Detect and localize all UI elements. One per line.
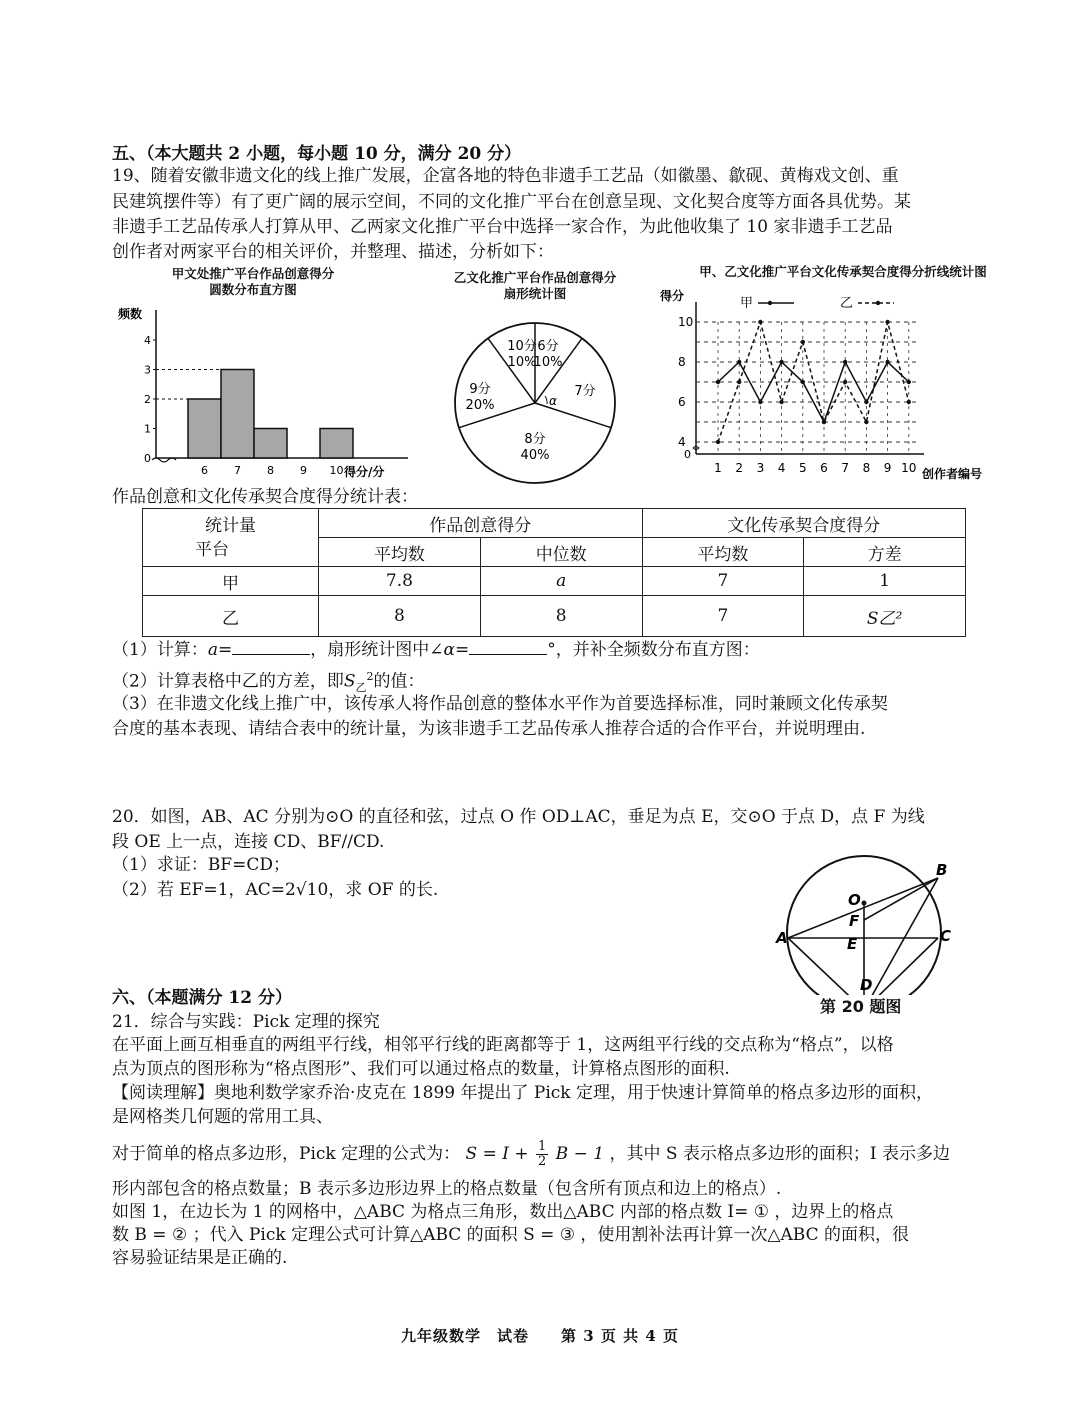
section6-heading: 六、（本题满分 12 分） [112, 988, 292, 1008]
section-heading: 五、（本大题共 2 小题，每小题 10 分，满分 20 分） [112, 144, 522, 164]
table-cell: 8 [480, 596, 642, 637]
legend-label: 甲 [740, 296, 754, 311]
table-cell: 8 [319, 596, 481, 637]
segment-AB [788, 878, 938, 938]
label-A: A [776, 929, 788, 947]
table-col-header: 平均数 [642, 538, 804, 567]
pie-slice-label: 10分 [507, 339, 537, 354]
line-ylabel: 得分 [660, 289, 685, 303]
pie-slice-label: 9分 [469, 382, 491, 397]
table-cell: 7.8 [319, 567, 481, 596]
histogram-ylabel: 频数 [118, 307, 143, 321]
histogram-xlabel: 得分/分 [344, 465, 385, 479]
q21-line-8: 容易验证结果是正确的. [112, 1248, 288, 1268]
q19-line-2: 民建筑摆件等）有了更广阔的展示空间，不同的文化推广平台在创意呈现、文化契合度等方面各具优势。某 [112, 192, 911, 212]
q20-line-2: 段 OE 上一点，连接 CD、BF//CD. [112, 832, 385, 852]
q19-line-4: 创作者对两家平台的相关评价，并整理、描述，分析如下： [112, 242, 554, 262]
line-point [737, 360, 741, 364]
q21-line-5: 形内部包含的格点数量；B 表示多边形边界上的格点数量（包含所有顶点和边上的格点）. [112, 1179, 782, 1199]
line-series-1 [718, 362, 909, 422]
pie-slice-percent: 10% [507, 355, 537, 370]
q21-formula-line: 对于简单的格点多边形，Pick 定理的公式为： S = I + $\frac{1}{2}$ B − 1 ，其中 S 表示格点多边形的面积；I 表示多边 [112, 1139, 951, 1169]
line-xtick: 4 [777, 461, 786, 475]
line-point [822, 420, 826, 424]
line-point [758, 320, 762, 324]
histogram-bar [320, 429, 353, 459]
line-xtick: 2 [735, 461, 744, 475]
q20-figure [770, 850, 970, 995]
q20-line-1: 20．如图，AB、AC 分别为⊙O 的直径和弦，过点 O 作 OD⊥AC，垂足为点 E，交⊙O 于点 D，点 F 为线 [112, 807, 925, 827]
line-xtick: 3 [756, 461, 765, 475]
line-xtick: 5 [798, 461, 807, 475]
table-title: 作品创意和文化传承契合度得分统计表： [112, 487, 418, 507]
histogram-ytick: 0 [144, 452, 151, 465]
pie-slice-percent: 10% [533, 355, 563, 370]
table-col-header: 方差 [804, 538, 966, 567]
table-col-header: 中位数 [480, 538, 642, 567]
q19-sub3-line-2: 合度的基本表现、请结合表中的统计量，为该非遗手工艺品传承人推荐合适的合作平台，并说明理由. [112, 719, 866, 739]
q19-line-3: 非遗手工艺品传承人打算从甲、乙两家文化推广平台中选择一家合作，为此他收集了 10 家非遗手工艺品 [112, 217, 893, 237]
histogram-bar [254, 429, 287, 459]
line-point [801, 340, 805, 344]
line-point [716, 380, 720, 384]
answer-blank-alpha[interactable] [469, 636, 547, 655]
table-cell: S乙² [804, 596, 966, 637]
line-point [907, 380, 911, 384]
histogram-ytick: 4 [144, 334, 151, 347]
histogram-bar [221, 370, 254, 459]
pie-slice-label: 8分 [524, 432, 546, 447]
table-cell: 1 [804, 567, 966, 596]
point-O [862, 901, 867, 906]
histogram-xtick: 7 [234, 464, 241, 477]
line-point [907, 400, 911, 404]
line-point [758, 400, 762, 404]
line-ytick: 8 [678, 355, 686, 369]
label-F: F [849, 912, 860, 930]
legend-point [768, 301, 772, 305]
page-footer: 九年级数学 试卷 第 3 页 共 4 页 [401, 1327, 679, 1345]
line-point [864, 420, 868, 424]
pie-angle-label: α [549, 394, 557, 408]
line-xtick: 9 [883, 461, 892, 475]
pie-angle-arc [545, 396, 547, 404]
table-group-culture: 文化传承契合度得分 [642, 509, 965, 538]
q20-figure-caption: 第 20 题图 [820, 997, 902, 1016]
q21-line-2: 点为顶点的图形称为“格点图形”、我们可以通过格点的数量，计算格点图形的面积. [112, 1059, 730, 1079]
legend-point [876, 301, 880, 305]
line-point [801, 380, 805, 384]
stats-table [142, 508, 966, 637]
line-point [716, 440, 720, 444]
q20-sub1: （1）求证：BF=CD； [112, 855, 290, 875]
line-ytick: 10 [678, 315, 694, 329]
table-row-label: 甲 [143, 567, 319, 596]
histogram-ytick: 1 [144, 422, 151, 436]
table-cell: 7 [642, 567, 804, 596]
answer-blank-a[interactable] [232, 636, 310, 655]
line-point [737, 380, 741, 384]
q21-line-3: 【阅读理解】奥地利数学家乔治·皮克在 1899 年提出了 Pick 定理，用于快速计算简单的格点多边形的面积， [112, 1083, 933, 1103]
fraction-half: $\frac{1}{2}$ [537, 1139, 547, 1169]
q21-line-6: 如图 1，在边长为 1 的网格中，△ABC 为格点三角形，数出△ABC 内部的格点数 I= ① ，边界上的格点 [112, 1202, 894, 1222]
line-chart-title: 甲、乙文化推广平台文化传承契合度得分折线统计图 [699, 264, 987, 279]
q19-line-1: 19、随着安徽非遗文化的线上推广发展，企富各地的特色非遗手工艺品（如徽墨、歙砚、黄梅戏文创、重 [112, 166, 899, 186]
line-xtick: 10 [901, 461, 917, 475]
line-ytick: 0 [684, 448, 691, 461]
line-point [864, 400, 868, 404]
legend-label: 乙 [840, 296, 854, 311]
pie-slice-percent: 20% [465, 398, 495, 413]
histogram-ytick: 2 [144, 393, 151, 406]
label-B: B [936, 861, 948, 879]
q21-line-4: 是网格类几何题的常用工具、 [112, 1107, 333, 1127]
histogram-bar [188, 399, 221, 458]
line-xtick: 1 [714, 461, 722, 475]
q21-line-1: 在平面上画互相垂直的两组平行线，相邻平行线的距离都等于 1，这两组平行线的交点称为“格点”，以格 [112, 1035, 894, 1055]
label-C: C [940, 927, 952, 945]
pie-slice-label: 6分 [537, 339, 559, 354]
line-point [779, 400, 783, 404]
q19-sub2: （2）计算表格中乙的方差，即$S_乙^2$的值： [112, 670, 425, 695]
histogram-chart [108, 296, 418, 486]
q21-line-7: 数 B = ② ；代入 Pick 定理公式可计算△ABC 的面积 S = ③ ，使用割补法再计算一次△ABC 的面积，很 [112, 1225, 909, 1245]
q20-sub2: （2）若 EF=1，AC=2√10，求 OF 的长. [112, 880, 439, 900]
line-xtick: 7 [841, 461, 850, 475]
line-point [779, 360, 783, 364]
histogram-ytick: 3 [144, 363, 151, 377]
label-D: D [860, 976, 873, 994]
q19-sub1: （1）计算：a= ，扇形统计图中∠α= °，并补全频数分布直方图： [112, 636, 1022, 663]
pie-slice-label: 7分 [574, 384, 596, 399]
q19-sub3-line-1: （3）在非遗文化线上推广中，该传承人将作品创意的整体水平作为首要选择标准，同时兼顾文化传承契 [112, 694, 888, 714]
line-xtick: 6 [820, 461, 828, 475]
histogram-title: 甲文处推广平台作品创意得分 圆数分布直方图 [171, 266, 335, 297]
table-cell: 7 [642, 596, 804, 637]
line-point [885, 360, 889, 364]
table-corner-cell: 统计量 平台 [143, 509, 319, 567]
histogram-xtick: 6 [201, 464, 208, 477]
table-row-label: 乙 [143, 596, 319, 637]
table-col-header: 平均数 [319, 538, 481, 567]
line-chart [656, 282, 1026, 487]
histogram-xtick: 10 [329, 464, 344, 477]
histogram-xtick: 9 [300, 464, 307, 477]
pie-title: 乙文化推广平台作品创意得分 扇形统计图 [453, 270, 617, 301]
table-group-creativity: 作品创意得分 [319, 509, 643, 538]
line-point [885, 320, 889, 324]
label-O: O [848, 891, 861, 909]
line-point [843, 360, 847, 364]
pie-slice-edge [535, 403, 611, 428]
line-ytick: 4 [678, 435, 686, 449]
line-point [843, 380, 847, 384]
pie-slice-percent: 40% [520, 448, 550, 463]
line-xtick: 8 [862, 461, 871, 475]
q21-title: 21．综合与实践：Pick 定理的探究 [112, 1012, 380, 1032]
label-E: E [847, 935, 858, 953]
histogram-xtick: 8 [267, 464, 274, 477]
table-cell: a [480, 567, 642, 596]
pie-chart [440, 318, 640, 488]
line-ytick: 6 [678, 395, 686, 409]
line-xlabel: 创作者编号 [922, 467, 983, 481]
